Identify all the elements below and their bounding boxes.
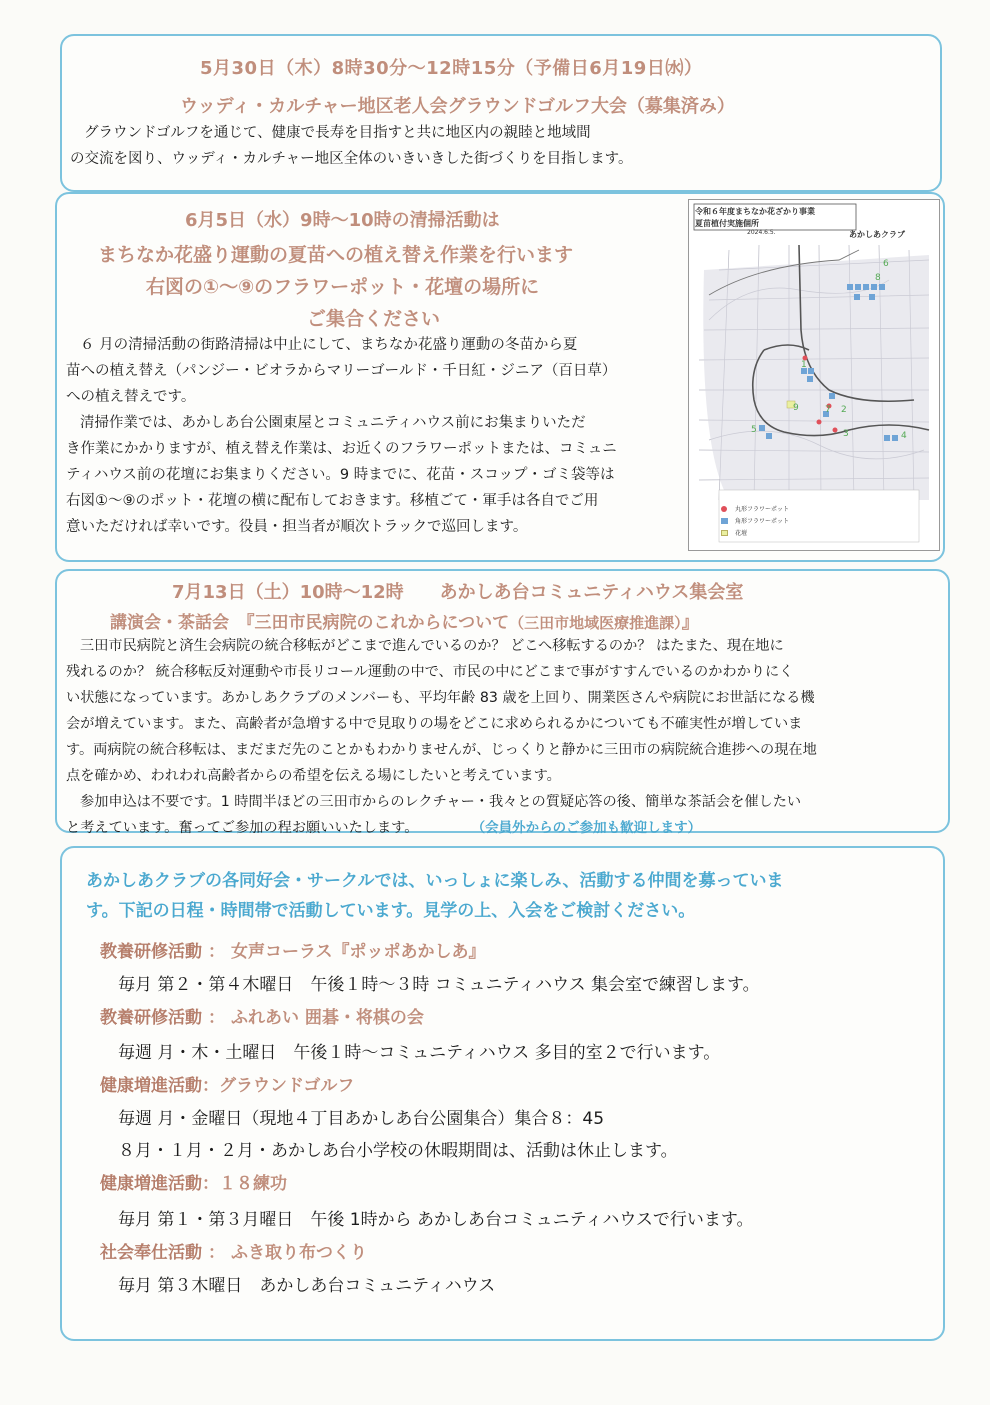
event2-body bbox=[66, 332, 617, 540]
circle-name: グラウンドゴルフ bbox=[219, 1076, 355, 1096]
event3-date: 7月13日（土）10時〜12時 あかしあ台コミュニティハウス集会室 bbox=[172, 582, 744, 603]
circle-schedule: 毎週 月・金曜日（現地４丁目あかしあ台公園集合）集合８：45 bbox=[118, 1109, 605, 1129]
circle-name: １８練功 bbox=[219, 1174, 287, 1194]
event2-heading-2: まちなか花盛り運動の夏苗への植え替え作業を行います bbox=[98, 244, 574, 266]
event2-heading-3: 右図の①〜⑨のフラワーポット・花壇の場所に bbox=[146, 276, 540, 298]
circles-intro-line: す。下記の日程・時間帯で活動しています。見学の上、入会をご検討ください。 bbox=[86, 901, 696, 921]
map-number: 6 bbox=[883, 259, 889, 269]
circles-intro bbox=[86, 866, 784, 926]
circle-schedule: 毎月 第３木曜日 あかしあ台コミュニティハウス bbox=[118, 1276, 496, 1296]
event3-note: （会員外からのご参加も歓迎します） bbox=[478, 820, 702, 836]
circle-category-sep: ： bbox=[208, 1008, 225, 1028]
map-roads-graphic bbox=[689, 200, 939, 550]
circle-category-sep: ： bbox=[208, 1243, 225, 1263]
event1-date: 5月30日（木）8時30分〜12時15分（予備日6月19日㈬） bbox=[200, 58, 703, 79]
circle-category-label: 健康増進活動 bbox=[100, 1174, 202, 1194]
event2-body-line: 苗への植え替え（パンジー・ビオラからマリーゴールド・千日紅・ジニア（百日草） bbox=[66, 363, 617, 379]
map-number: 5 bbox=[751, 425, 757, 435]
event3-body-line: 参加申込は不要です。1 時間半ほどの三田市からのレクチャー・我々との質疑応答の後、簡単な茶話会を催したい bbox=[80, 794, 802, 810]
event3-body-line: す。両病院の統合移転は、まだまだ先のことかもわかりませんが、じっくりと静かに三田市の病院統合進捗への現在地 bbox=[66, 742, 817, 758]
event2-body-line: ６ 月の清掃活動の街路清掃は中止にして、まちなか花盛り運動の冬苗から夏 bbox=[80, 337, 578, 353]
circle-category bbox=[100, 1169, 287, 1194]
circle-category-label: 教養研修活動 bbox=[100, 1008, 202, 1028]
event2-body-line: 清掃作業では、あかしあ台公園東屋とコミュニティハウス前にお集まりいただ bbox=[80, 415, 586, 431]
legend-flowerbed: 花壇 bbox=[735, 530, 748, 537]
event3-body-line: い状態になっています。あかしあクラブのメンバーも、平均年齢 83 歳を上回り、開業医さんや病院にお世話になる機 bbox=[66, 690, 815, 706]
event1-title: ウッディ・カルチャー地区老人会グラウンドゴルフ大会（募集済み） bbox=[180, 96, 735, 117]
map-number: 1 bbox=[801, 360, 807, 370]
circle-name: 女声コーラス『ポッポあかしあ』 bbox=[231, 942, 486, 962]
map-date: 2024.6.5. bbox=[747, 229, 776, 236]
event2-body-line: き作業にかかりますが、植え替え作業は、お近くのフラワーポットまたは、コミュニ bbox=[66, 441, 617, 457]
circle-category bbox=[100, 1071, 354, 1096]
event3-body-line: 三田市民病院と済生会病院の統合移転がどこまで進んでいるのか？ どこへ移転するのか？ はたまた、現在地に bbox=[80, 638, 784, 654]
map-title: 令和６年度まちなか花ざかり事業 bbox=[695, 207, 815, 216]
circle-schedule: 毎月 第１・第３月曜日 午後 1時から あかしあ台コミュニティハウスで行います。 bbox=[118, 1210, 754, 1230]
legend-round-pot: 丸形フラワーポット bbox=[735, 506, 790, 513]
event3-title-close: 』 bbox=[681, 613, 699, 633]
map-subtitle: 夏苗植付実施個所 bbox=[695, 219, 759, 228]
event1-body bbox=[70, 120, 632, 172]
circle-schedule: 毎週 月・木・土曜日 午後１時〜コミュニティハウス 多目的室２で行います。 bbox=[118, 1043, 721, 1063]
circle-schedule: ８月・１月・２月・あかしあ台小学校の休暇期間は、活動は休止します。 bbox=[118, 1141, 678, 1161]
map-number: 9 bbox=[793, 403, 799, 413]
event3-closing-text: と考えています。奮ってご参加の程お願いいたします。 bbox=[66, 820, 419, 836]
map-number: 4 bbox=[901, 431, 907, 441]
event3-body-line: 点を確かめ、われわれ高齢者からの希望を伝える場にしたいと考えています。 bbox=[66, 768, 561, 784]
circle-name: ふれあい 囲碁・将棋の会 bbox=[231, 1008, 424, 1028]
event2-heading-4: ご集合ください bbox=[307, 308, 441, 330]
flowerbed-symbol bbox=[721, 530, 728, 536]
event3-title bbox=[110, 608, 699, 633]
event2-heading-1: 6月5日（水）9時〜10時の清掃活動は bbox=[185, 210, 500, 231]
event2-body-line: 右図①〜⑨のポット・花壇の横に配布しておきます。移植ごて・軍手は各自でご用 bbox=[66, 493, 599, 509]
event3-title-dept: （三田市地域医療推進課） bbox=[509, 614, 682, 632]
circle-category bbox=[100, 1003, 424, 1028]
circle-category-label: 社会奉仕活動 bbox=[100, 1243, 202, 1263]
event1-body-line: の交流を図り、ウッディ・カルチャー地区全体のいきいきした街づくりを目指します。 bbox=[70, 151, 633, 167]
circle-category bbox=[100, 937, 486, 962]
circles-intro-line: あかしあクラブの各同好会・サークルでは、いっしょに楽しみ、活動する仲間を募っていま bbox=[86, 871, 784, 891]
circle-category-label: 健康増進活動 bbox=[100, 1076, 202, 1096]
map-club-label: あかしあクラブ bbox=[849, 230, 905, 239]
round-pot-symbol bbox=[721, 506, 727, 512]
event3-body-line: 会が増えています。また、高齢者が急増する中で見取りの場をどこに求められるかについても不確実性が増していま bbox=[66, 716, 803, 732]
event2-body-line: ティハウス前の花壇にお集まりください。9 時までに、花苗・スコップ・ゴミ袋等は bbox=[66, 467, 615, 483]
circle-category-sep: ： bbox=[202, 1174, 219, 1194]
event3-body-line bbox=[66, 815, 817, 841]
map-number: 2 bbox=[841, 405, 847, 415]
circle-category-label: 教養研修活動 bbox=[100, 942, 202, 962]
event2-body-line: への植え替えです。 bbox=[66, 389, 196, 405]
circle-category-sep: ： bbox=[208, 942, 225, 962]
event2-body-line: 意いただければ幸いです。役員・担当者が順次トラックで巡回します。 bbox=[66, 519, 528, 535]
map-number: 8 bbox=[875, 273, 881, 283]
square-pot-symbol bbox=[721, 518, 728, 524]
planting-map bbox=[688, 199, 940, 551]
event3-body-line: 残れるのか？ 統合移転反対運動や市長リコール運動の中で、市民の中にどこまで事がすすんでいるのかわかりにく bbox=[66, 664, 794, 680]
event3-title-main: 講演会・茶話会 『三田市民病院のこれからについて bbox=[110, 613, 510, 633]
circle-category bbox=[100, 1238, 367, 1263]
circle-category-sep: ： bbox=[202, 1076, 219, 1096]
event1-body-line: グラウンドゴルフを通じて、健康で長寿を目指すと共に地区内の親睦と地域間 bbox=[84, 125, 591, 141]
circle-name: ふき取り布つくり bbox=[231, 1243, 367, 1263]
event3-body bbox=[66, 633, 817, 841]
map-number: 7 bbox=[825, 405, 831, 415]
legend-square-pot: 角形フラワーポット bbox=[735, 518, 790, 525]
map-number: 3 bbox=[843, 429, 849, 439]
circle-schedule: 毎月 第２・第４木曜日 午後１時〜３時 コミュニティハウス 集会室で練習します。 bbox=[118, 975, 760, 995]
